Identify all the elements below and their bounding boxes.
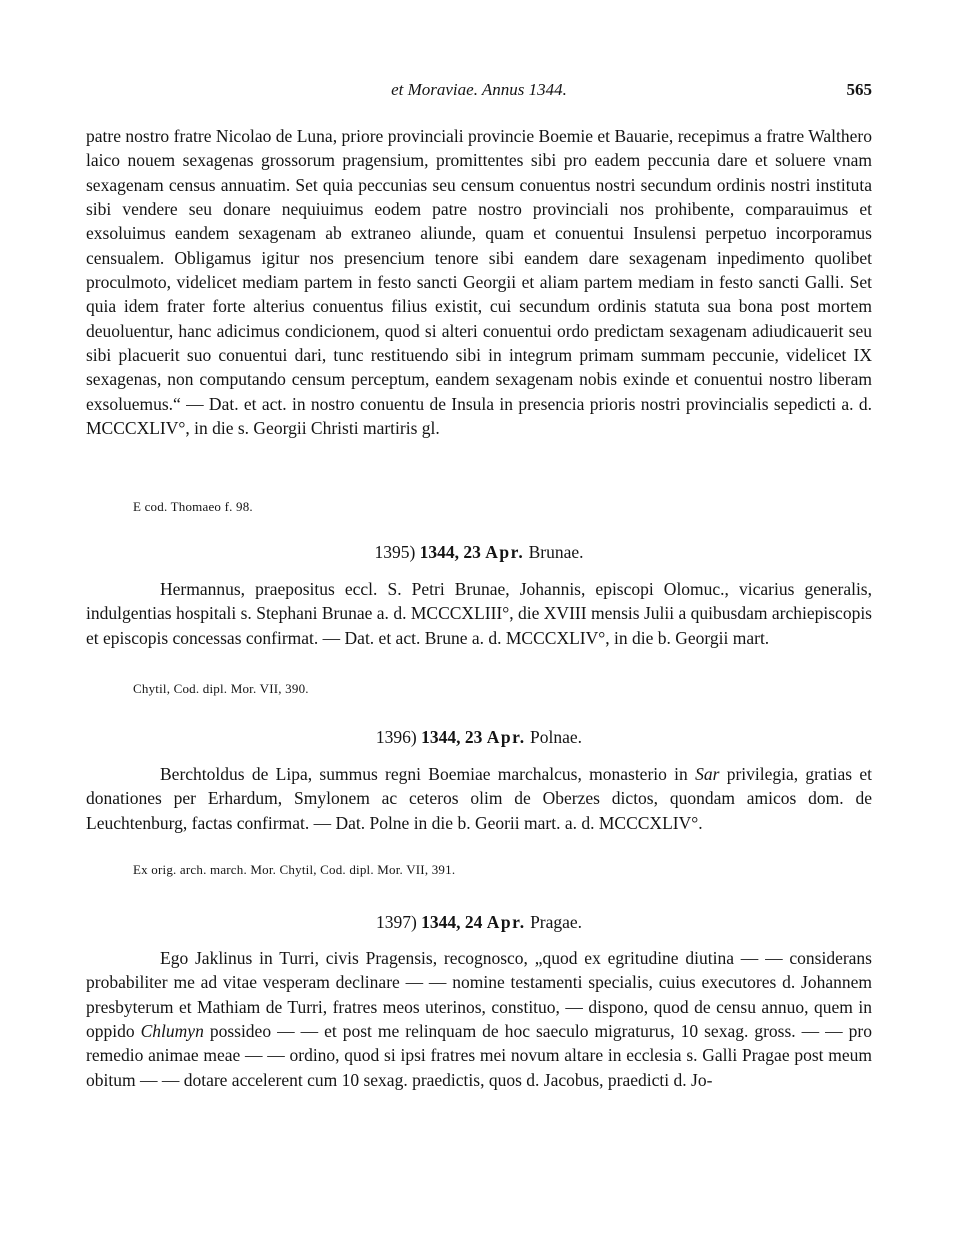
entry-text-part: possideo — — et post me relinquam de hoc saeculo migraturus, 10 sexag. gross. — — pro remedio animae meae — — ordino, quod si ipsi fratres mei novum altare in ecclesia s. Galli Pragae post meum obitum — — dotare accelerent cum 10 sexag. praedictis, quos d. Jacobus, praedicti d. Jo-	[86, 1021, 872, 1090]
entry-1396-heading	[86, 727, 872, 748]
entry-1395-source: Chytil, Cod. dipl. Mor. VII, 390.	[133, 681, 309, 696]
entry-text-part: Ego Jaklinus in Turri, civis Pragensis, recognosco, „quod ex egritudine diutina — — considerans probabiliter me ad vitae vesperam declinare — — nomine testamenti specialis, cuius executores d. Johannem presbyterum et Mathiam de Turri, fratres meos uterinos, constituo, — dispono, quod de censu annuo, quem in oppido	[86, 948, 872, 1042]
entry-place: Pragae.	[530, 912, 583, 932]
entry-month: Apr.	[486, 912, 526, 932]
entry-month: Apr.	[485, 542, 525, 562]
entry-date: 1344, 23	[419, 542, 481, 562]
entry-1396-body	[86, 762, 872, 835]
entry-month: Apr.	[486, 727, 526, 747]
intro-text: patre nostro fratre Nicolao de Luna, priore provinciali provincie Boemie et Bauarie, recepimus a fratre Walthero laico nouem sexagenas grossorum pragensium, promittentes sibi pro eadem peccunia dare et soluere vnam sexagenam census annuatim. Set quia peccunias seu censum conuentus nostri secundum ordinis nostri instituta sibi vendere seu donare nequiuimus eodem patre nostro provinciali nos prohibente, comparauimus et exsoluimus eandem sexagenam ab extraneo aliunde, quam et conuentui Insulensi perpetuo incorporamus censualem. Obligamus igitur nos presencium tenore sibi eandem dare sexagenam inpedimento quolibet proculmoto, videlicet mediam partem in festo sancti Georgii et aliam partem mediam in festo sancti Galli. Set quia idem frater forte alterius conuentus filius existit, cui secundum ordinis statuta sua bona post mortem deuoluentur, hanc adicimus condicionem, quod si alteri conuentui ordo predictam sexagenam adiudicauerit seu sibi placuerit suo conuentui dari, tunc restituendo sibi in integrum primam summam peccunie, videlicet IX sexagenas, non computando censum perceptum, eandem sexagenam nobis exinde et conuentui nostro liberam exsoluemus.“ — Dat. et act. in nostro conuentu de Insula in presencia prioris nostri provincialis sepedicti a. d. MCCCXLIV°, in die s. Georgii Christi martiris gl.	[86, 126, 872, 439]
entry-number: 1395)	[374, 542, 416, 562]
intro-paragraph	[86, 124, 872, 440]
entry-1397-heading	[86, 912, 872, 933]
entry-text	[86, 762, 872, 835]
running-title: et Moraviae. Annus 1344.	[391, 80, 567, 99]
entry-number: 1396)	[375, 727, 417, 747]
intro-source-note: E cod. Thomaeo f. 98.	[133, 499, 253, 514]
running-head	[86, 80, 872, 104]
entry-text-part: Berchtoldus de Lipa, summus regni Boemiae marchalcus, monasterio in	[160, 764, 696, 784]
page-number: 565	[846, 80, 872, 99]
entry-number: 1397)	[375, 912, 417, 932]
entry-text-italic: Sar	[695, 764, 720, 784]
entry-text: Hermannus, praepositus eccl. S. Petri Brunae, Johannis, episcopi Olomuc., vicarius generalis, indulgentias hospitali s. Stephani Brunae a. d. MCCCXLIII°, die XVIII mensis Julii a quibusdam archiepiscopis et episcopis concessas confirmat. — Dat. et act. Brune a. d. MCCCXLIV°, in die b. Georgii mart.	[86, 579, 872, 648]
entry-place: Brunae.	[528, 542, 584, 562]
entry-text	[86, 946, 872, 1092]
entry-date: 1344, 24	[421, 912, 483, 932]
entry-1395-heading	[86, 542, 872, 563]
entry-date: 1344, 23	[421, 727, 483, 747]
entry-1395-body	[86, 577, 872, 650]
entry-place: Polnae.	[530, 727, 583, 747]
entry-text-part: privilegia, gratias et donationes per Erhardum, Smylonem ac ceteros olim de Oberzes dictos, quondam amicos dom. de Leuchtenburg, factas confirmat. — Dat. Polne in die b. Georii mart. a. d. MCCCXLIV°.	[86, 764, 872, 833]
entry-1396-source: Ex orig. arch. march. Mor. Chytil, Cod. dipl. Mor. VII, 391.	[133, 862, 456, 877]
entry-1397-body	[86, 946, 872, 1092]
entry-text-italic: Chlumyn	[140, 1021, 204, 1042]
